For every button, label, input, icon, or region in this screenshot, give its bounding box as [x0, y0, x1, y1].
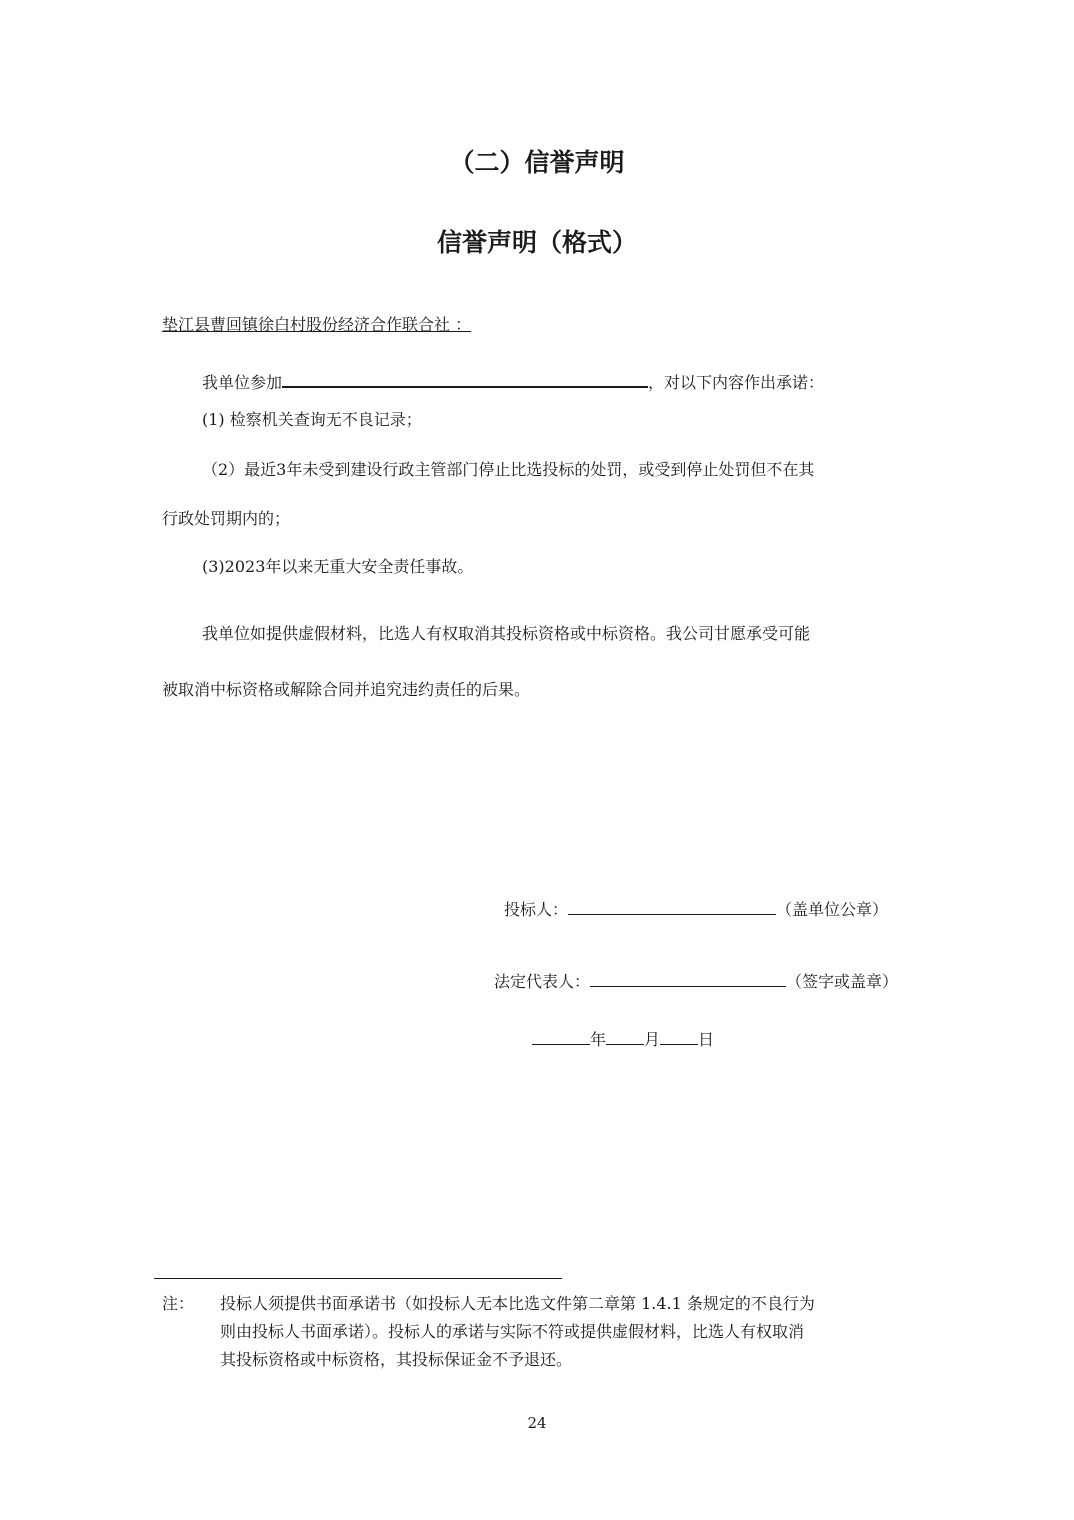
bidder-blank	[568, 898, 776, 915]
day-blank	[660, 1028, 698, 1045]
representative-label: 法定代表人：	[494, 972, 591, 991]
intro-line	[202, 370, 824, 393]
item-2: （2）最近3年未受到建设行政主管部门停止比选投标的处罚，或受到停止处罚但不在其	[202, 460, 815, 479]
day-label: 日	[698, 1030, 715, 1049]
bidder-note: （盖单位公章）	[776, 900, 889, 919]
footnote-line-1: 投标人须提供书面承诺书（如投标人无本比选文件第二章第 1.4.1 条规定的不良行为	[220, 1294, 815, 1313]
footnote-line-2: 则由投标人书面承诺）。投标人的承诺与实际不符或提供虚假材料，比选人有权取消	[220, 1322, 805, 1341]
page-number: 24	[527, 1414, 547, 1432]
bidder-line	[504, 898, 888, 920]
form-title: 信誉声明（格式）	[436, 228, 637, 257]
representative-note: （签字或盖章）	[786, 972, 899, 991]
intro-prefix: 我单位参加	[202, 373, 283, 392]
month-blank	[606, 1028, 644, 1045]
month-label: 月	[644, 1030, 661, 1049]
representative-blank	[590, 970, 786, 987]
item-2-continued: 行政处罚期内的；	[162, 509, 291, 528]
addressee: 垫江县曹回镇徐白村股份经济合作联合社 ：	[162, 315, 472, 334]
date-line	[532, 1028, 714, 1050]
page-title: （二）信誉声明	[449, 148, 625, 177]
project-name-blank	[282, 370, 648, 388]
closing-line-1: 我单位如提供虚假材料，比选人有权取消其投标资格或中标资格。我公司甘愿承受可能	[202, 624, 811, 643]
item-3: (3)2023年以来无重大安全责任事故。	[202, 557, 474, 576]
year-label: 年	[590, 1030, 607, 1049]
representative-line	[494, 970, 898, 992]
item-1: (1) 检察机关查询无不良记录；	[202, 410, 422, 429]
bidder-label: 投标人：	[504, 900, 569, 919]
closing-line-2: 被取消中标资格或解除合同并追究违约责任的后果。	[162, 680, 531, 699]
footnote-divider	[154, 1278, 562, 1279]
intro-suffix: ，对以下内容作出承诺：	[648, 373, 825, 392]
year-blank	[532, 1028, 590, 1045]
footnote-line-3: 其投标资格或中标资格，其投标保证金不予退还。	[220, 1350, 573, 1369]
footnote-label: 注：	[162, 1294, 195, 1313]
